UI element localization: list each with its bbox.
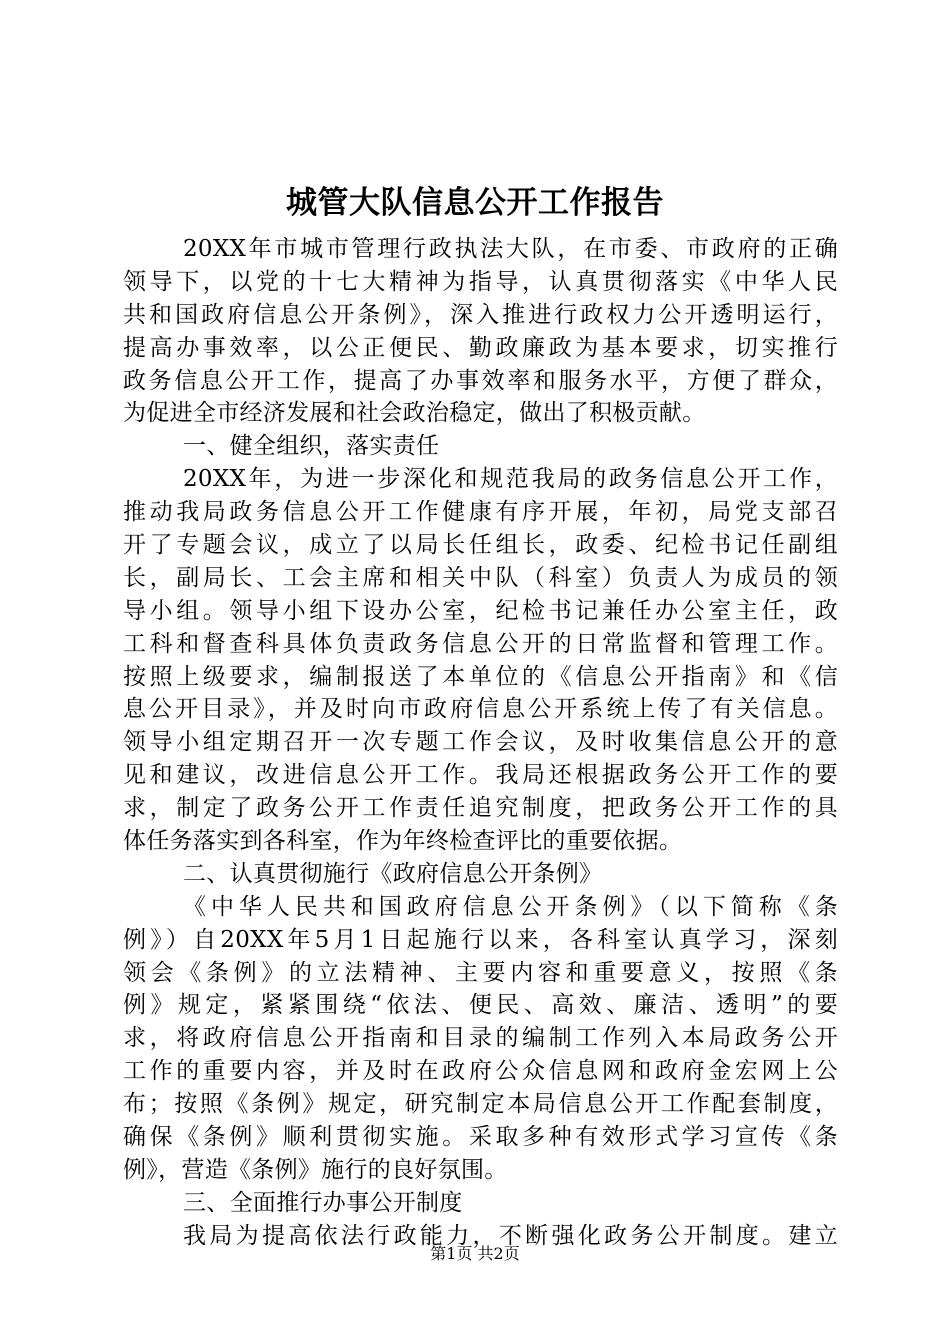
- text-line: 求，制定了政务公开工作责任追究制度，把政务公开工作的具: [123, 795, 838, 822]
- text-line: 例》，营造《条例》施行的良好氛围。: [123, 1156, 508, 1183]
- text-line: 确保《条例》顺利贯彻实施。采取多种有效形式学习宣传《条: [123, 1124, 838, 1151]
- text-line: 体任务落实到各科室，作为年终检查评比的重要依据。: [123, 828, 683, 855]
- text-line: 按照上级要求，编制报送了本单位的《信息公开指南》和《信: [123, 663, 838, 690]
- text-line: 为促进全市经济发展和社会政治稳定，做出了积极贡献。: [123, 400, 706, 427]
- page-footer: 第1页 共2页: [430, 1244, 520, 1263]
- text-line: 工作的重要内容，并及时在政府公众信息网和政府金宏网上公: [123, 1058, 838, 1085]
- text-line: 例》）自20XX年5月1日起施行以来，各科室认真学习，深刻: [123, 926, 838, 953]
- text-line: 二、认真贯彻施行《政府信息公开条例》: [183, 860, 603, 887]
- text-line: 提高办事效率，以公正便民、勤政廉政为基本要求，切实推行: [123, 334, 838, 361]
- text-line: 我局为提高依法行政能力，不断强化政务公开制度。建立: [183, 1222, 838, 1249]
- document-title: 城管大队信息公开工作报告: [286, 185, 664, 221]
- text-line: 三、全面推行办事公开制度: [183, 1189, 463, 1216]
- text-line: 开了专题会议，成立了以局长任组长，政委、纪检书记任副组: [123, 532, 838, 559]
- text-line: 领导下，以党的十七大精神为指导，认真贯彻落实《中华人民: [123, 268, 838, 295]
- text-line: 一、健全组织，落实责任: [183, 433, 440, 460]
- text-line: 《中华人民共和国政府信息公开条例》（以下简称《条: [183, 893, 838, 920]
- text-line: 政务信息公开工作，提高了办事效率和服务水平，方便了群众，: [123, 367, 838, 394]
- text-line: 息公开目录》，并及时向市政府信息公开系统上传了有关信息。: [123, 696, 838, 723]
- text-line: 布；按照《条例》规定，研究制定本局信息公开工作配套制度，: [123, 1091, 838, 1118]
- text-line: 领导小组定期召开一次专题工作会议，及时收集信息公开的意: [123, 729, 838, 756]
- text-line: 领会《条例》的立法精神、主要内容和重要意义，按照《条: [123, 959, 838, 986]
- text-line: 工科和督查科具体负责政务信息公开的日常监督和管理工作。: [123, 630, 838, 657]
- text-line: 推动我局政务信息公开工作健康有序开展，年初，局党支部召: [123, 499, 838, 526]
- text-line: 求，将政府信息公开指南和目录的编制工作列入本局政务公开: [123, 1025, 838, 1052]
- text-line: 共和国政府信息公开条例》，深入推进行政权力公开透明运行，: [123, 301, 838, 328]
- text-line: 长，副局长、工会主席和相关中队（科室）负责人为成员的领: [123, 564, 838, 591]
- document-body: [123, 233, 838, 1253]
- text-line: 20XX年市城市管理行政执法大队，在市委、市政府的正确: [183, 236, 838, 262]
- text-line: 导小组。领导小组下设办公室，纪检书记兼任办公室主任，政: [123, 597, 838, 624]
- text-line: 例》规定，紧紧围绕“依法、便民、高效、廉洁、透明”的要: [123, 992, 838, 1019]
- text-line: 见和建议，改进信息公开工作。我局还根据政务公开工作的要: [123, 762, 838, 789]
- text-line: 20XX年，为进一步深化和规范我局的政务信息公开工作，: [183, 466, 838, 493]
